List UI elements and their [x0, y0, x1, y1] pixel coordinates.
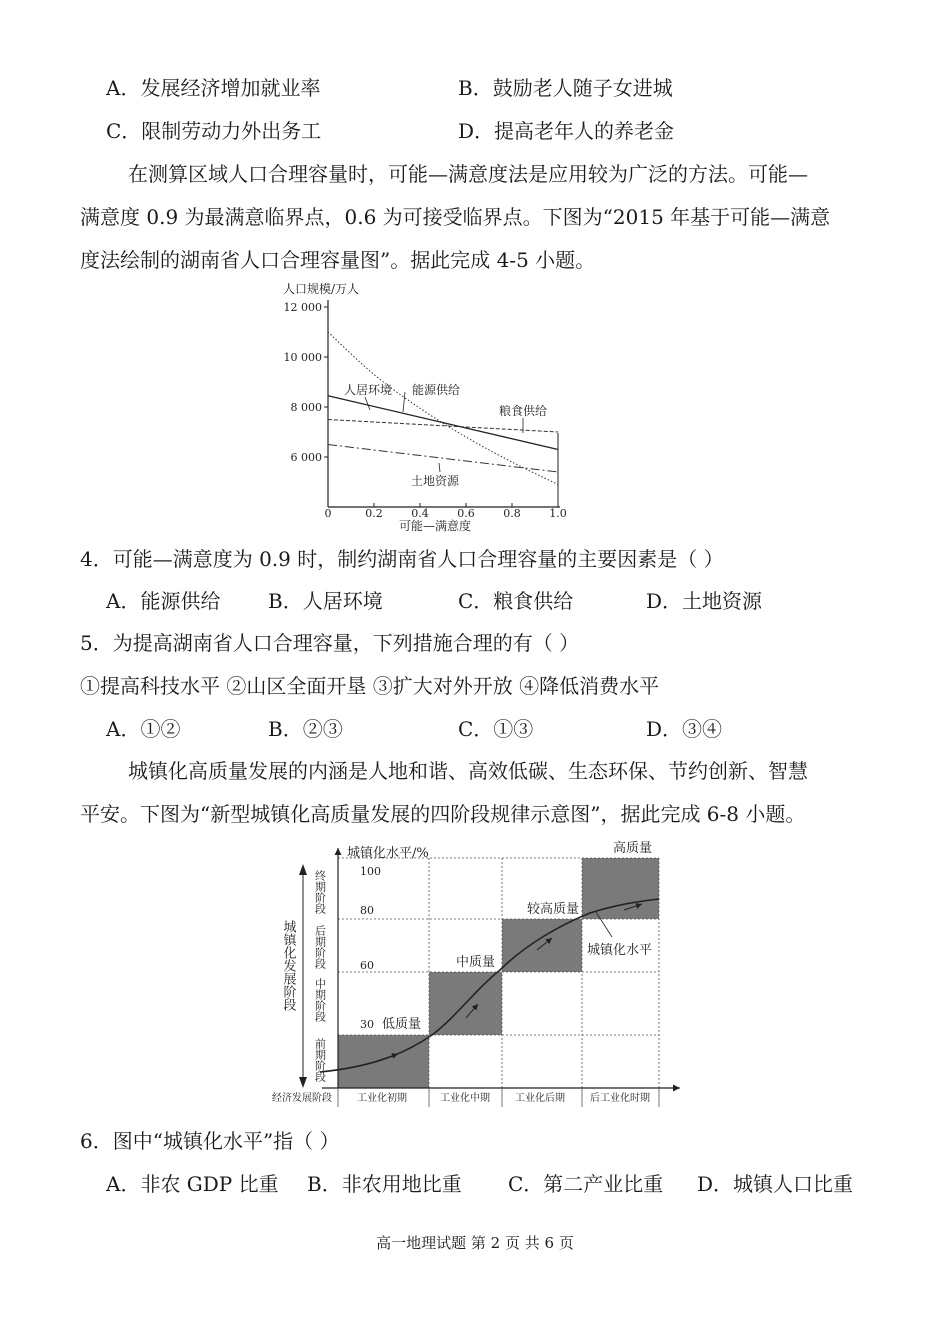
- x-axis-title: 经济发展阶段: [272, 1093, 332, 1104]
- passage1-line1: 在测算区域人口合理容量时，可能—满意度法是应用较为广泛的方法。可能—: [128, 162, 808, 186]
- page-footer: 高一地理试题 第 2 页 共 6 页: [376, 1234, 574, 1252]
- passage2-line2: 平安。下图为“新型城镇化高质量发展的四阶段规律示意图”，据此完成 6-8 小题。: [80, 802, 806, 826]
- passage1-line3: 度法绘制的湖南省人口合理容量图”。据此完成 4-5 小题。: [80, 248, 596, 272]
- passage2-line1: 城镇化高质量发展的内涵是人地和谐、高效低碳、生态环保、节约创新、智慧: [128, 759, 808, 783]
- x-cat-1: 工业化初期: [357, 1093, 407, 1104]
- label-food: 粮食供给: [499, 404, 548, 418]
- x-cat-2: 工业化中期: [440, 1093, 490, 1104]
- block-low-quality: [338, 1035, 429, 1088]
- q4-option-d: D．土地资源: [646, 589, 763, 613]
- chart2-ylabel: 城镇化水平/%: [347, 846, 429, 861]
- q5-option-a: A．①②: [106, 717, 181, 741]
- tick-100: 100: [360, 865, 381, 878]
- label-land: 土地资源: [411, 474, 460, 488]
- leader-living: [365, 397, 370, 410]
- left-axis-title: 城镇化发展阶段: [280, 920, 296, 1011]
- leader-land: [439, 463, 440, 472]
- label-high-quality: 高质量: [613, 841, 653, 856]
- chart1-ytick-label: 8 000: [290, 401, 322, 414]
- chart1-ytick-label: 10 000: [283, 351, 322, 364]
- q6-option-c: C．第二产业比重: [508, 1172, 664, 1196]
- q3-option-c: C．限制劳动力外出务工: [106, 119, 322, 143]
- label-living: 人居环境: [344, 383, 393, 397]
- q5-items: ①提高科技水平 ②山区全面开垦 ③扩大对外开放 ④降低消费水平: [80, 674, 660, 698]
- stage-end: 终期阶段: [313, 870, 327, 914]
- q4-option-a: A．能源供给: [106, 589, 221, 613]
- label-mid-quality: 中质量: [456, 955, 496, 970]
- q3-option-d: D．提高老年人的养老金: [458, 119, 675, 143]
- tick-80: 80: [360, 904, 374, 917]
- chart1-xlabel: 可能—满意度: [399, 519, 472, 533]
- q5-option-d: D．③④: [646, 717, 723, 741]
- q5-stem: 5．为提高湖南省人口合理容量，下列措施合理的有（ ）: [80, 631, 580, 655]
- label-low-quality: 低质量: [382, 1017, 422, 1032]
- q4-stem: 4．可能—满意度为 0.9 时，制约湖南省人口合理容量的主要因素是（ ）: [80, 547, 724, 571]
- series-food-supply: [328, 420, 558, 433]
- stage-mid: 中期阶段: [313, 978, 327, 1022]
- chart1-ytick-label: 12 000: [283, 301, 322, 314]
- label-energy: 能源供给: [412, 383, 461, 397]
- x-cat-4: 后工业化时期: [590, 1093, 650, 1104]
- tick-30: 30: [360, 1018, 374, 1031]
- label-higher-quality: 较高质量: [527, 902, 580, 917]
- urbanization-stage-chart: [268, 835, 688, 1113]
- block-high-quality: [582, 858, 659, 919]
- q6-option-d: D．城镇人口比重: [697, 1172, 854, 1196]
- q6-stem: 6．图中“城镇化水平”指（ ）: [80, 1129, 340, 1153]
- q6-option-b: B．非农用地比重: [307, 1172, 462, 1196]
- chart1-xtick-label: 0.8: [503, 507, 521, 520]
- q3-option-b: B．鼓励老人随子女进城: [458, 76, 673, 100]
- q4-option-c: C．粮食供给: [458, 589, 574, 613]
- x-cat-3: 工业化后期: [515, 1093, 565, 1104]
- q5-option-b: B．②③: [268, 717, 343, 741]
- stage-late: 后期阶段: [313, 925, 327, 969]
- left-arrow-bottom: [299, 1077, 307, 1088]
- left-arrow-top: [299, 864, 307, 875]
- chart1-xtick-label: 0.4: [411, 507, 429, 520]
- chart1-xtick-label: 0: [324, 507, 332, 520]
- chart1-ytick-label: 6 000: [290, 451, 322, 464]
- tick-60: 60: [360, 959, 374, 972]
- q5-option-c: C．①③: [458, 717, 534, 741]
- label-curve: 城镇化水平: [587, 943, 653, 958]
- q4-option-b: B．人居环境: [268, 589, 383, 613]
- q3-option-a: A．发展经济增加就业率: [106, 76, 321, 100]
- chart1-xtick-label: 0.2: [365, 507, 383, 520]
- chart1-ylabel: 人口规模/万人: [283, 282, 360, 296]
- leader-energy: [403, 392, 405, 412]
- stage-early: 前期阶段: [313, 1038, 327, 1082]
- chart1-xtick-label: 0.6: [457, 507, 475, 520]
- q6-option-a: A．非农 GDP 比重: [106, 1172, 279, 1196]
- chart1-xtick-label: 1.0: [549, 507, 567, 520]
- passage1-line2: 满意度 0.9 为最满意临界点，0.6 为可接受临界点。下图为“2015 年基于可能—满意: [80, 205, 831, 229]
- population-capacity-chart: [270, 278, 580, 536]
